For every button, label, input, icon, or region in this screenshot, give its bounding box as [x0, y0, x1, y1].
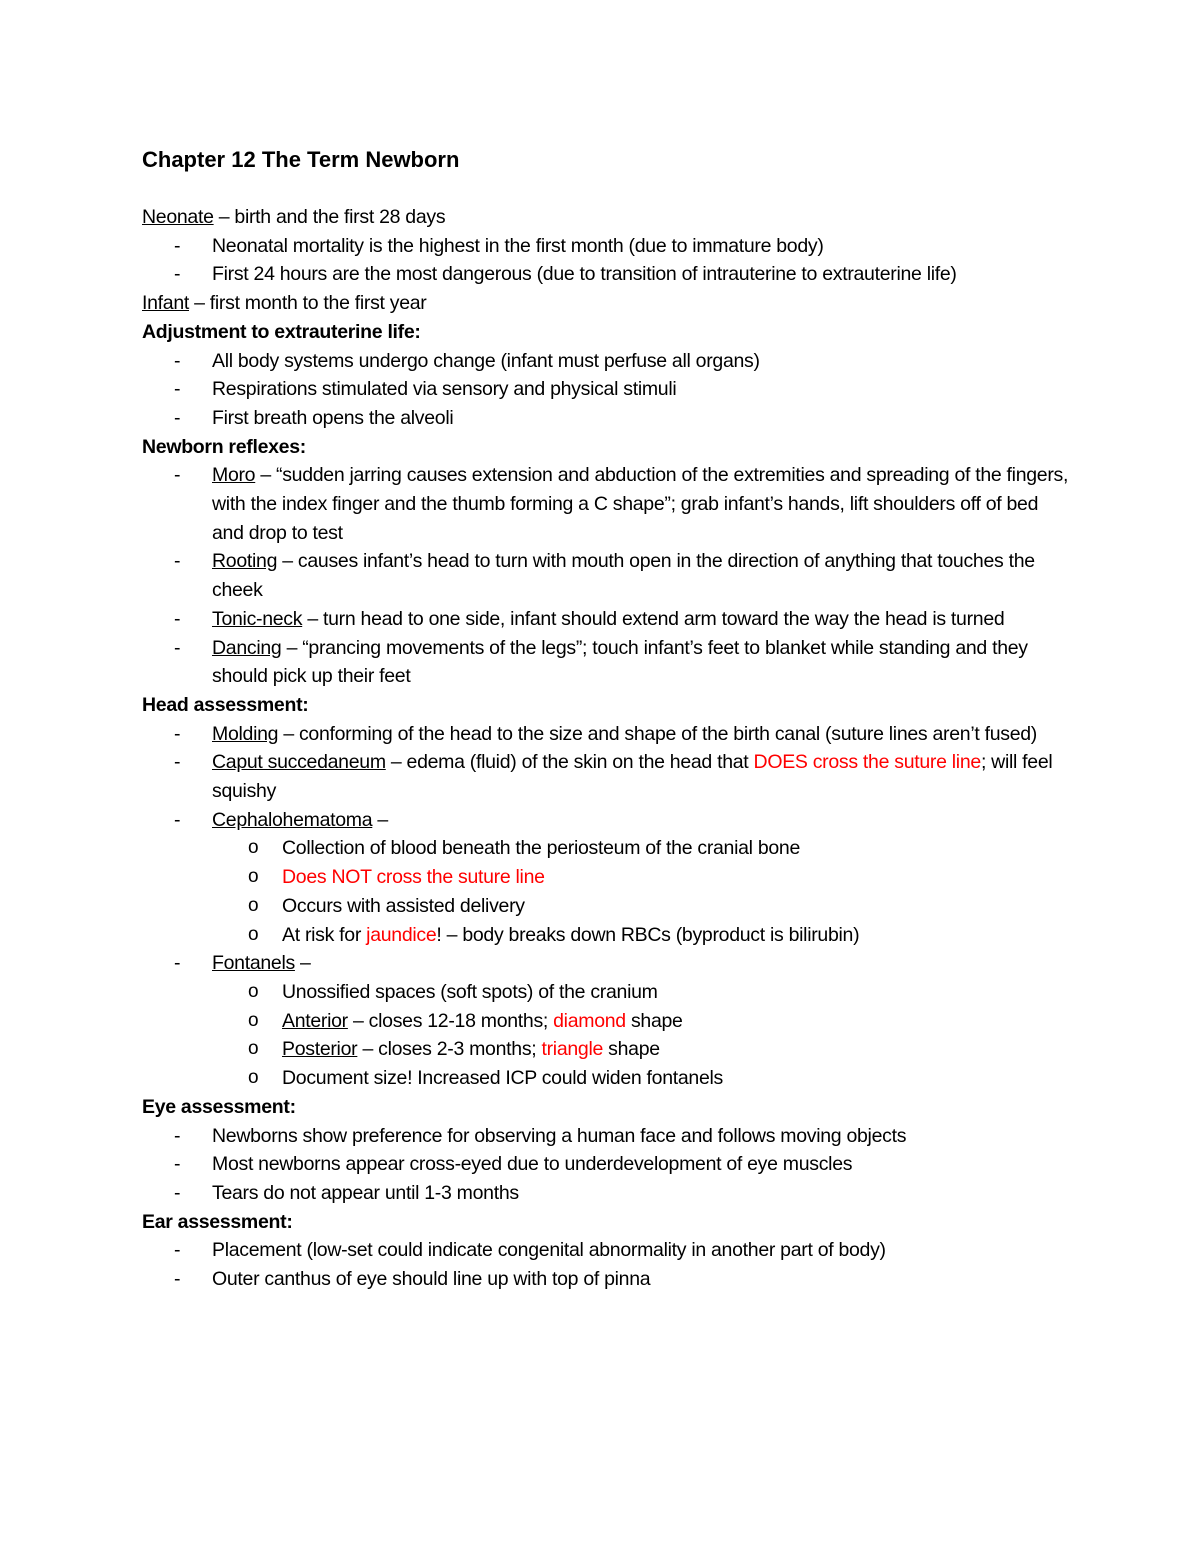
document-body [142, 144, 1072, 1294]
section-heading-head: Head assessment: [142, 693, 309, 716]
list-item: - Tears do not appear until 1-3 months [142, 1179, 1072, 1208]
dash-bullet: - [174, 234, 181, 257]
highlight-red: Does NOT cross the suture line [282, 866, 545, 889]
section-heading-ear: Ear assessment: [142, 1210, 293, 1233]
dash-bullet: - [174, 1268, 181, 1291]
circle-bullet: o [248, 866, 259, 888]
sub-item: o Collection of blood beneath the periosteum of the cranial bone [142, 834, 1072, 863]
circle-bullet: o [248, 1067, 259, 1089]
sub-item: o Anterior – closes 12-18 months; diamond shape [142, 1007, 1072, 1036]
dash-bullet: - [174, 722, 181, 745]
head-cephalohematoma: - Cephalohematoma – [142, 806, 1072, 835]
dancing-term: Dancing [212, 636, 282, 659]
list-item: - First 24 hours are the most dangerous (due to transition of intrauterine to extrauterine life) [142, 260, 1072, 289]
dash-bullet: - [174, 636, 181, 659]
circle-bullet: o [248, 1038, 259, 1060]
dash-bullet: - [174, 378, 181, 401]
neonate-term: Neonate [142, 206, 214, 228]
head-molding: - Molding – conforming of the head to the size and shape of the birth canal (suture lines aren’t fused) [142, 720, 1072, 749]
dash-bullet: - [174, 1181, 181, 1204]
list-item: - Respirations stimulated via sensory and physical stimuli [142, 375, 1072, 404]
moro-term: Moro [212, 464, 256, 487]
dash-bullet: - [174, 406, 181, 429]
dash-bullet: - [174, 1124, 181, 1147]
cephalohematoma-term: Cephalohematoma [212, 808, 373, 831]
page-title: Chapter 12 The Term Newborn [142, 147, 460, 172]
circle-bullet: o [248, 894, 259, 916]
reflex-moro: - Moro – “sudden jarring causes extension and abduction of the extremities and spreading of the fingers, with the index finger and the thumb forming a C shape”; grab infant’s hands, lift shoulders off of bed and drop to test [142, 461, 1072, 547]
sub-item [142, 863, 1072, 892]
list-item: - Newborns show preference for observing a human face and follows moving objects [142, 1122, 1072, 1151]
dash-bullet: - [174, 607, 181, 630]
dash-bullet: - [174, 349, 181, 372]
highlight-red: triangle [541, 1038, 604, 1061]
list-item: - All body systems undergo change (infant must perfuse all organs) [142, 347, 1072, 376]
reflex-rooting: - Rooting – causes infant’s head to turn with mouth open in the direction of anything that touches the cheek [142, 547, 1072, 604]
list-item: - Neonatal mortality is the highest in the first month (due to immature body) [142, 232, 1072, 261]
sub-item: o Occurs with assisted delivery [142, 892, 1072, 921]
posterior-term: Posterior [282, 1038, 358, 1061]
sub-item: o Posterior – closes 2-3 months; triangle shape [142, 1035, 1072, 1064]
molding-term: Molding [212, 722, 279, 745]
list-item: - Most newborns appear cross-eyed due to underdevelopment of eye muscles [142, 1150, 1072, 1179]
highlight-red: diamond [553, 1009, 626, 1032]
dash-bullet: - [174, 1153, 181, 1176]
reflex-tonic-neck: - Tonic-neck – turn head to one side, infant should extend arm toward the way the head is turned [142, 605, 1072, 634]
circle-bullet: o [248, 1009, 259, 1031]
dash-bullet: - [174, 263, 181, 286]
highlight-red: jaundice [366, 923, 437, 946]
dash-bullet: - [174, 751, 181, 774]
section-heading-eye: Eye assessment: [142, 1095, 296, 1118]
list-item: - Placement (low-set could indicate congenital abnormality in another part of body) [142, 1236, 1072, 1265]
dash-bullet: - [174, 550, 181, 573]
dash-bullet: - [174, 952, 181, 975]
tonic-neck-term: Tonic-neck [212, 607, 303, 630]
fontanels-term: Fontanels [212, 952, 295, 975]
dash-bullet: - [174, 1239, 181, 1262]
sub-item: o At risk for jaundice! – body breaks down RBCs (byproduct is bilirubin) [142, 921, 1072, 950]
list-item: - Outer canthus of eye should line up with top of pinna [142, 1265, 1072, 1294]
list-item: - First breath opens the alveoli [142, 404, 1072, 433]
sub-item: o Unossified spaces (soft spots) of the cranium [142, 978, 1072, 1007]
infant-definition: Infant – first month to the first year [142, 292, 427, 315]
head-caput: - Caput succedaneum – edema (fluid) of the skin on the head that DOES cross the suture line; will feel squishy [142, 748, 1072, 805]
dash-bullet: - [174, 464, 181, 487]
section-heading-reflexes: Newborn reflexes: [142, 435, 306, 458]
caput-term: Caput succedaneum [212, 751, 386, 774]
infant-term: Infant [142, 292, 189, 315]
highlight-red: DOES cross the suture line [753, 751, 981, 774]
rooting-term: Rooting [212, 550, 278, 573]
dash-bullet: - [174, 808, 181, 831]
circle-bullet: o [248, 980, 259, 1002]
section-heading-adjustment: Adjustment to extrauterine life: [142, 320, 421, 343]
circle-bullet: o [248, 837, 259, 859]
anterior-term: Anterior [282, 1009, 348, 1032]
neonate-definition: Neonate – birth and the first 28 days [142, 206, 446, 228]
head-fontanels: - Fontanels – [142, 949, 1072, 978]
circle-bullet: o [248, 923, 259, 945]
reflex-dancing: - Dancing – “prancing movements of the legs”; touch infant’s feet to blanket while standing and they should pick up their feet [142, 634, 1072, 691]
sub-item: o Document size! Increased ICP could widen fontanels [142, 1064, 1072, 1093]
